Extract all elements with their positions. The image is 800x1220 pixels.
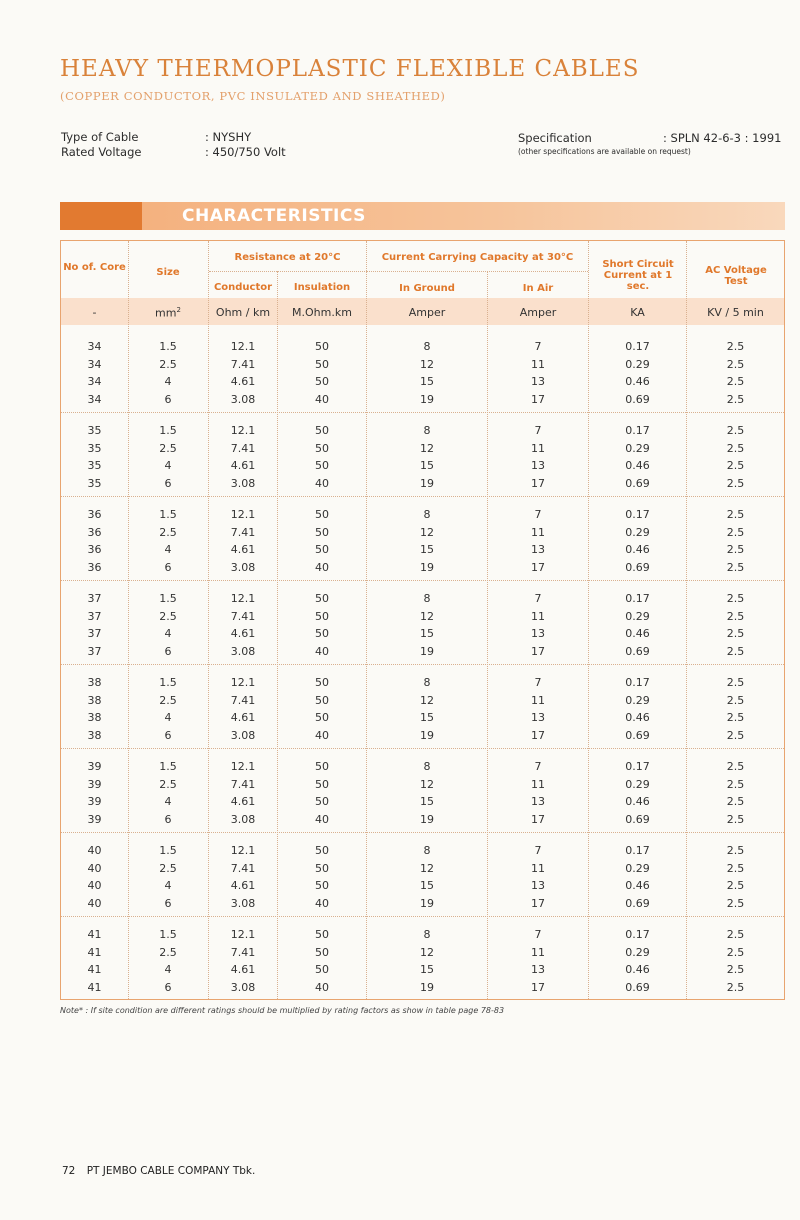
specification-note: (other specifications are available on request) (518, 147, 691, 156)
cell-in-ground: 8 (423, 760, 431, 773)
cell-in-air: 11 (531, 777, 545, 791)
cell-insulation: 50 (315, 861, 329, 875)
cell-ac-voltage: 2.5 (726, 777, 745, 791)
cell-core: 36 (87, 560, 102, 574)
cell-size: 6 (164, 980, 172, 994)
cell-ac-voltage: 2.5 (726, 879, 745, 893)
cell-in-air: 17 (531, 728, 545, 742)
cell-in-ground: 8 (423, 340, 431, 353)
cell-in-ground: 12 (420, 357, 434, 371)
cell-in-ground: 19 (420, 980, 434, 994)
group-divider (61, 664, 784, 665)
cell-core: 34 (87, 340, 102, 353)
unit-core: - (92, 306, 97, 319)
cell-core: 35 (87, 424, 102, 437)
cell-ac-voltage: 2.5 (726, 928, 745, 941)
cell-ac-voltage: 2.5 (726, 945, 745, 959)
cell-conductor: 4.61 (230, 375, 256, 389)
cell-ac-voltage: 2.5 (726, 424, 745, 437)
cell-core: 39 (87, 760, 102, 773)
cell-in-ground: 15 (420, 711, 434, 725)
cell-insulation: 50 (315, 795, 329, 809)
cell-ac-voltage: 2.5 (726, 627, 745, 641)
cell-conductor: 3.08 (230, 896, 256, 910)
cell-short-circuit: 0.29 (625, 777, 650, 791)
cell-ac-voltage: 2.5 (726, 896, 745, 910)
page-title: HEAVY THERMOPLASTIC FLEXIBLE CABLES (60, 56, 640, 82)
cell-ac-voltage: 2.5 (726, 560, 745, 574)
cell-ac-voltage: 2.5 (726, 441, 745, 455)
cell-core: 36 (87, 543, 102, 557)
cell-in-air: 13 (531, 879, 545, 893)
cell-size: 4 (164, 459, 172, 473)
cell-short-circuit: 0.46 (625, 879, 650, 893)
cell-ac-voltage: 2.5 (726, 693, 745, 707)
cell-size: 6 (164, 476, 172, 490)
company-name: PT JEMBO CABLE COMPANY Tbk. (86, 1165, 256, 1177)
group-divider (61, 496, 784, 497)
group-divider (61, 412, 784, 413)
type-of-cable-label: Type of Cable (61, 130, 139, 144)
cell-size: 4 (164, 795, 172, 809)
cell-ac-voltage: 2.5 (726, 476, 745, 490)
cell-core: 38 (87, 728, 102, 742)
cell-conductor: 12.1 (230, 340, 256, 353)
cell-ac-voltage: 2.5 (726, 644, 745, 658)
cell-short-circuit: 0.29 (625, 861, 650, 875)
cell-core: 41 (87, 980, 102, 994)
cell-short-circuit: 0.69 (625, 812, 650, 826)
cell-in-ground: 19 (420, 644, 434, 658)
unit-ground: Amper (408, 306, 446, 319)
cell-size: 1.5 (159, 844, 177, 857)
cell-insulation: 50 (315, 844, 329, 857)
cell-in-air: 13 (531, 795, 545, 809)
cell-size: 2.5 (159, 525, 177, 539)
cell-in-air: 7 (534, 508, 542, 521)
cell-insulation: 40 (315, 896, 329, 910)
cell-in-ground: 19 (420, 560, 434, 574)
cell-insulation: 50 (315, 543, 329, 557)
cell-in-air: 11 (531, 861, 545, 875)
cell-in-ground: 19 (420, 392, 434, 406)
cell-insulation: 50 (315, 508, 329, 521)
cell-insulation: 50 (315, 340, 329, 353)
cell-in-air: 11 (531, 441, 545, 455)
cell-in-air: 7 (534, 592, 542, 605)
cell-in-air: 7 (534, 340, 542, 353)
cell-in-air: 17 (531, 644, 545, 658)
cell-in-air: 17 (531, 392, 545, 406)
cell-size: 6 (164, 812, 172, 826)
cell-conductor: 7.41 (230, 693, 256, 707)
cell-core: 41 (87, 963, 102, 977)
cell-in-air: 7 (534, 928, 542, 941)
cell-in-ground: 8 (423, 592, 431, 605)
cell-short-circuit: 0.17 (625, 592, 650, 605)
type-of-cable-value: : NYSHY (205, 130, 252, 144)
cell-in-air: 11 (531, 693, 545, 707)
cell-core: 38 (87, 676, 102, 689)
unit-air: Amper (519, 306, 557, 319)
cell-conductor: 3.08 (230, 476, 256, 490)
cell-ac-voltage: 2.5 (726, 392, 745, 406)
cell-ac-voltage: 2.5 (726, 760, 745, 773)
group-divider (61, 916, 784, 917)
cell-short-circuit: 0.46 (625, 795, 650, 809)
cell-in-air: 17 (531, 896, 545, 910)
cell-ac-voltage: 2.5 (726, 963, 745, 977)
cell-size: 2.5 (159, 609, 177, 623)
cell-conductor: 4.61 (230, 963, 256, 977)
cell-in-ground: 12 (420, 609, 434, 623)
cell-in-ground: 15 (420, 375, 434, 389)
cell-size: 6 (164, 728, 172, 742)
cell-size: 4 (164, 963, 172, 977)
cell-in-ground: 19 (420, 728, 434, 742)
cell-in-ground: 15 (420, 879, 434, 893)
footnote: Note* : If site condition are different ratings should be multiplied by rating factors as show in table page 78-83 (60, 1006, 505, 1015)
cell-insulation: 50 (315, 711, 329, 725)
cell-core: 39 (87, 812, 102, 826)
cell-core: 40 (87, 896, 102, 910)
cell-in-air: 13 (531, 963, 545, 977)
cell-insulation: 50 (315, 928, 329, 941)
rated-voltage-label: Rated Voltage (61, 145, 142, 159)
cell-conductor: 4.61 (230, 459, 256, 473)
cell-short-circuit: 0.69 (625, 644, 650, 658)
banner-accent-block (60, 202, 142, 230)
cell-short-circuit: 0.69 (625, 728, 650, 742)
cell-short-circuit: 0.46 (625, 963, 650, 977)
cell-in-air: 13 (531, 375, 545, 389)
cell-conductor: 12.1 (230, 760, 256, 773)
cell-insulation: 40 (315, 560, 329, 574)
cell-size: 1.5 (159, 676, 177, 689)
cell-in-ground: 8 (423, 844, 431, 857)
header-short-circuit: Short Circuit Current at 1 sec. (602, 259, 674, 292)
cell-conductor: 3.08 (230, 812, 256, 826)
cell-conductor: 12.1 (230, 592, 256, 605)
cell-conductor: 12.1 (230, 928, 256, 941)
cell-size: 1.5 (159, 592, 177, 605)
cell-insulation: 50 (315, 693, 329, 707)
cell-ac-voltage: 2.5 (726, 340, 745, 353)
header-in-ground: In Ground (399, 283, 455, 294)
cell-size: 2.5 (159, 357, 177, 371)
cell-insulation: 50 (315, 676, 329, 689)
section-title: CHARACTERISTICS (182, 206, 366, 226)
cell-size: 1.5 (159, 760, 177, 773)
cell-ac-voltage: 2.5 (726, 711, 745, 725)
cell-core: 35 (87, 459, 102, 473)
cell-conductor: 4.61 (230, 543, 256, 557)
page-number: 72 (62, 1165, 76, 1177)
cell-short-circuit: 0.17 (625, 844, 650, 857)
cell-core: 40 (87, 861, 102, 875)
cell-in-ground: 8 (423, 676, 431, 689)
cell-conductor: 3.08 (230, 728, 256, 742)
cell-in-ground: 15 (420, 795, 434, 809)
cell-short-circuit: 0.69 (625, 476, 650, 490)
cell-in-air: 11 (531, 609, 545, 623)
cell-core: 34 (87, 375, 102, 389)
rated-voltage-value: : 450/750 Volt (205, 145, 286, 159)
header-ac-voltage: AC Voltage Test (705, 265, 767, 287)
cell-insulation: 50 (315, 945, 329, 959)
cell-short-circuit: 0.17 (625, 760, 650, 773)
cell-size: 4 (164, 627, 172, 641)
page-footer (62, 1165, 255, 1177)
cell-short-circuit: 0.46 (625, 711, 650, 725)
cell-in-ground: 19 (420, 896, 434, 910)
cell-insulation: 50 (315, 879, 329, 893)
header-in-air: In Air (522, 283, 554, 294)
cell-size: 6 (164, 896, 172, 910)
cell-conductor: 3.08 (230, 392, 256, 406)
cell-insulation: 50 (315, 627, 329, 641)
cell-size: 4 (164, 375, 172, 389)
cell-core: 38 (87, 711, 102, 725)
cell-short-circuit: 0.17 (625, 508, 650, 521)
cell-in-air: 7 (534, 676, 542, 689)
unit-size: $mm^2$ (155, 306, 181, 320)
cell-short-circuit: 0.69 (625, 392, 650, 406)
unit-short-circuit: KA (630, 306, 645, 319)
cell-insulation: 50 (315, 441, 329, 455)
cell-ac-voltage: 2.5 (726, 357, 745, 371)
cell-size: 1.5 (159, 340, 177, 353)
cell-conductor: 7.41 (230, 357, 256, 371)
cell-size: 2.5 (159, 945, 177, 959)
cell-size: 1.5 (159, 928, 177, 941)
cell-conductor: 4.61 (230, 711, 256, 725)
cell-short-circuit: 0.69 (625, 980, 650, 994)
cell-conductor: 4.61 (230, 627, 256, 641)
cell-in-ground: 8 (423, 508, 431, 521)
cell-conductor: 7.41 (230, 777, 256, 791)
cell-conductor: 3.08 (230, 980, 256, 994)
cell-insulation: 40 (315, 392, 329, 406)
cell-ac-voltage: 2.5 (726, 728, 745, 742)
specification-value: : SPLN 42-6-3 : 1991 (663, 131, 782, 145)
header-core: No of. Core (63, 262, 126, 273)
cell-core: 37 (87, 644, 102, 658)
cell-conductor: 4.61 (230, 795, 256, 809)
cell-size: 2.5 (159, 441, 177, 455)
cell-in-air: 17 (531, 560, 545, 574)
characteristics-table (60, 240, 785, 1000)
cell-in-air: 13 (531, 459, 545, 473)
cell-core: 35 (87, 441, 102, 455)
cell-in-air: 13 (531, 627, 545, 641)
cell-in-ground: 12 (420, 945, 434, 959)
group-divider (61, 748, 784, 749)
cell-insulation: 50 (315, 963, 329, 977)
cell-size: 1.5 (159, 424, 177, 437)
cell-insulation: 40 (315, 728, 329, 742)
cell-conductor: 7.41 (230, 861, 256, 875)
cell-core: 37 (87, 609, 102, 623)
cell-short-circuit: 0.46 (625, 459, 650, 473)
unit-conductor: Ohm / km (215, 306, 271, 319)
cell-in-ground: 12 (420, 525, 434, 539)
cell-core: 34 (87, 357, 102, 371)
cell-conductor: 7.41 (230, 609, 256, 623)
cell-in-ground: 19 (420, 812, 434, 826)
cell-conductor: 12.1 (230, 508, 256, 521)
cell-ac-voltage: 2.5 (726, 980, 745, 994)
cell-in-ground: 15 (420, 627, 434, 641)
cell-short-circuit: 0.29 (625, 357, 650, 371)
cell-size: 2.5 (159, 861, 177, 875)
cell-in-ground: 15 (420, 459, 434, 473)
cell-in-ground: 8 (423, 928, 431, 941)
cell-in-ground: 15 (420, 963, 434, 977)
cell-size: 6 (164, 644, 172, 658)
cell-core: 41 (87, 928, 102, 941)
cell-insulation: 50 (315, 760, 329, 773)
cell-ac-voltage: 2.5 (726, 795, 745, 809)
cell-in-air: 11 (531, 357, 545, 371)
cell-insulation: 50 (315, 525, 329, 539)
cell-size: 6 (164, 560, 172, 574)
cell-core: 40 (87, 879, 102, 893)
cell-short-circuit: 0.17 (625, 676, 650, 689)
cell-conductor: 3.08 (230, 644, 256, 658)
cell-insulation: 50 (315, 777, 329, 791)
specification-label: Specification (518, 131, 592, 145)
cell-ac-voltage: 2.5 (726, 676, 745, 689)
cell-short-circuit: 0.46 (625, 543, 650, 557)
unit-insulation: M.Ohm.km (292, 306, 352, 319)
cell-conductor: 3.08 (230, 560, 256, 574)
cell-core: 40 (87, 844, 102, 857)
cell-in-ground: 15 (420, 543, 434, 557)
cell-insulation: 40 (315, 980, 329, 994)
cell-conductor: 12.1 (230, 424, 256, 437)
header-size: Size (156, 267, 180, 278)
cell-size: 2.5 (159, 693, 177, 707)
cell-in-air: 7 (534, 844, 542, 857)
cell-ac-voltage: 2.5 (726, 375, 745, 389)
cell-in-air: 7 (534, 760, 542, 773)
cell-in-ground: 12 (420, 777, 434, 791)
cell-ac-voltage: 2.5 (726, 844, 745, 857)
cell-in-air: 11 (531, 945, 545, 959)
cell-core: 36 (87, 508, 102, 521)
cell-in-ground: 19 (420, 476, 434, 490)
cell-short-circuit: 0.29 (625, 441, 650, 455)
cell-short-circuit: 0.46 (625, 375, 650, 389)
cell-in-ground: 12 (420, 693, 434, 707)
cell-ac-voltage: 2.5 (726, 609, 745, 623)
cell-insulation: 50 (315, 459, 329, 473)
cell-short-circuit: 0.69 (625, 560, 650, 574)
cell-ac-voltage: 2.5 (726, 812, 745, 826)
cell-ac-voltage: 2.5 (726, 508, 745, 521)
cell-size: 1.5 (159, 508, 177, 521)
cell-ac-voltage: 2.5 (726, 543, 745, 557)
cell-size: 4 (164, 543, 172, 557)
unit-ac-voltage: KV / 5 min (707, 306, 764, 319)
cell-short-circuit: 0.17 (625, 424, 650, 437)
header-insulation: Insulation (293, 282, 351, 293)
cell-in-air: 17 (531, 980, 545, 994)
cell-short-circuit: 0.17 (625, 928, 650, 941)
cell-insulation: 50 (315, 592, 329, 605)
cell-size: 4 (164, 879, 172, 893)
cell-insulation: 40 (315, 644, 329, 658)
cell-size: 2.5 (159, 777, 177, 791)
group-divider (61, 832, 784, 833)
cell-ac-voltage: 2.5 (726, 459, 745, 473)
cell-core: 38 (87, 693, 102, 707)
cell-insulation: 50 (315, 375, 329, 389)
cell-core: 39 (87, 777, 102, 791)
cell-core: 34 (87, 392, 102, 406)
cell-short-circuit: 0.17 (625, 340, 650, 353)
cell-conductor: 12.1 (230, 844, 256, 857)
cell-insulation: 50 (315, 609, 329, 623)
cell-in-ground: 8 (423, 424, 431, 437)
cell-short-circuit: 0.29 (625, 525, 650, 539)
cell-core: 39 (87, 795, 102, 809)
cell-short-circuit: 0.29 (625, 609, 650, 623)
cell-conductor: 7.41 (230, 525, 256, 539)
cell-in-air: 7 (534, 424, 542, 437)
cell-short-circuit: 0.69 (625, 896, 650, 910)
cell-core: 36 (87, 525, 102, 539)
cell-core: 41 (87, 945, 102, 959)
cell-insulation: 40 (315, 476, 329, 490)
cell-in-ground: 12 (420, 861, 434, 875)
page-subtitle: (COPPER CONDUCTOR, PVC INSULATED AND SHEATHED) (60, 89, 446, 103)
cell-in-air: 11 (531, 525, 545, 539)
cell-short-circuit: 0.29 (625, 945, 650, 959)
cell-ac-voltage: 2.5 (726, 592, 745, 605)
cell-conductor: 12.1 (230, 676, 256, 689)
cell-ac-voltage: 2.5 (726, 525, 745, 539)
cell-in-air: 13 (531, 543, 545, 557)
cell-short-circuit: 0.29 (625, 693, 650, 707)
cell-size: 4 (164, 711, 172, 725)
cell-short-circuit: 0.46 (625, 627, 650, 641)
group-divider (61, 580, 784, 581)
cell-conductor: 4.61 (230, 879, 256, 893)
header-conductor: Conductor (213, 282, 273, 293)
cell-in-air: 17 (531, 476, 545, 490)
cell-insulation: 50 (315, 357, 329, 371)
cell-ac-voltage: 2.5 (726, 861, 745, 875)
header-current: Current Carrying Capacity at 30°C (381, 252, 574, 263)
cell-in-ground: 12 (420, 441, 434, 455)
cell-insulation: 50 (315, 424, 329, 437)
cell-in-air: 17 (531, 812, 545, 826)
characteristics-banner (60, 202, 785, 230)
cell-conductor: 7.41 (230, 441, 256, 455)
header-resistance: Resistance at 20°C (234, 252, 341, 263)
cell-conductor: 7.41 (230, 945, 256, 959)
cell-core: 37 (87, 592, 102, 605)
cell-core: 37 (87, 627, 102, 641)
cell-in-air: 13 (531, 711, 545, 725)
cell-insulation: 40 (315, 812, 329, 826)
cell-size: 6 (164, 392, 172, 406)
cell-core: 35 (87, 476, 102, 490)
